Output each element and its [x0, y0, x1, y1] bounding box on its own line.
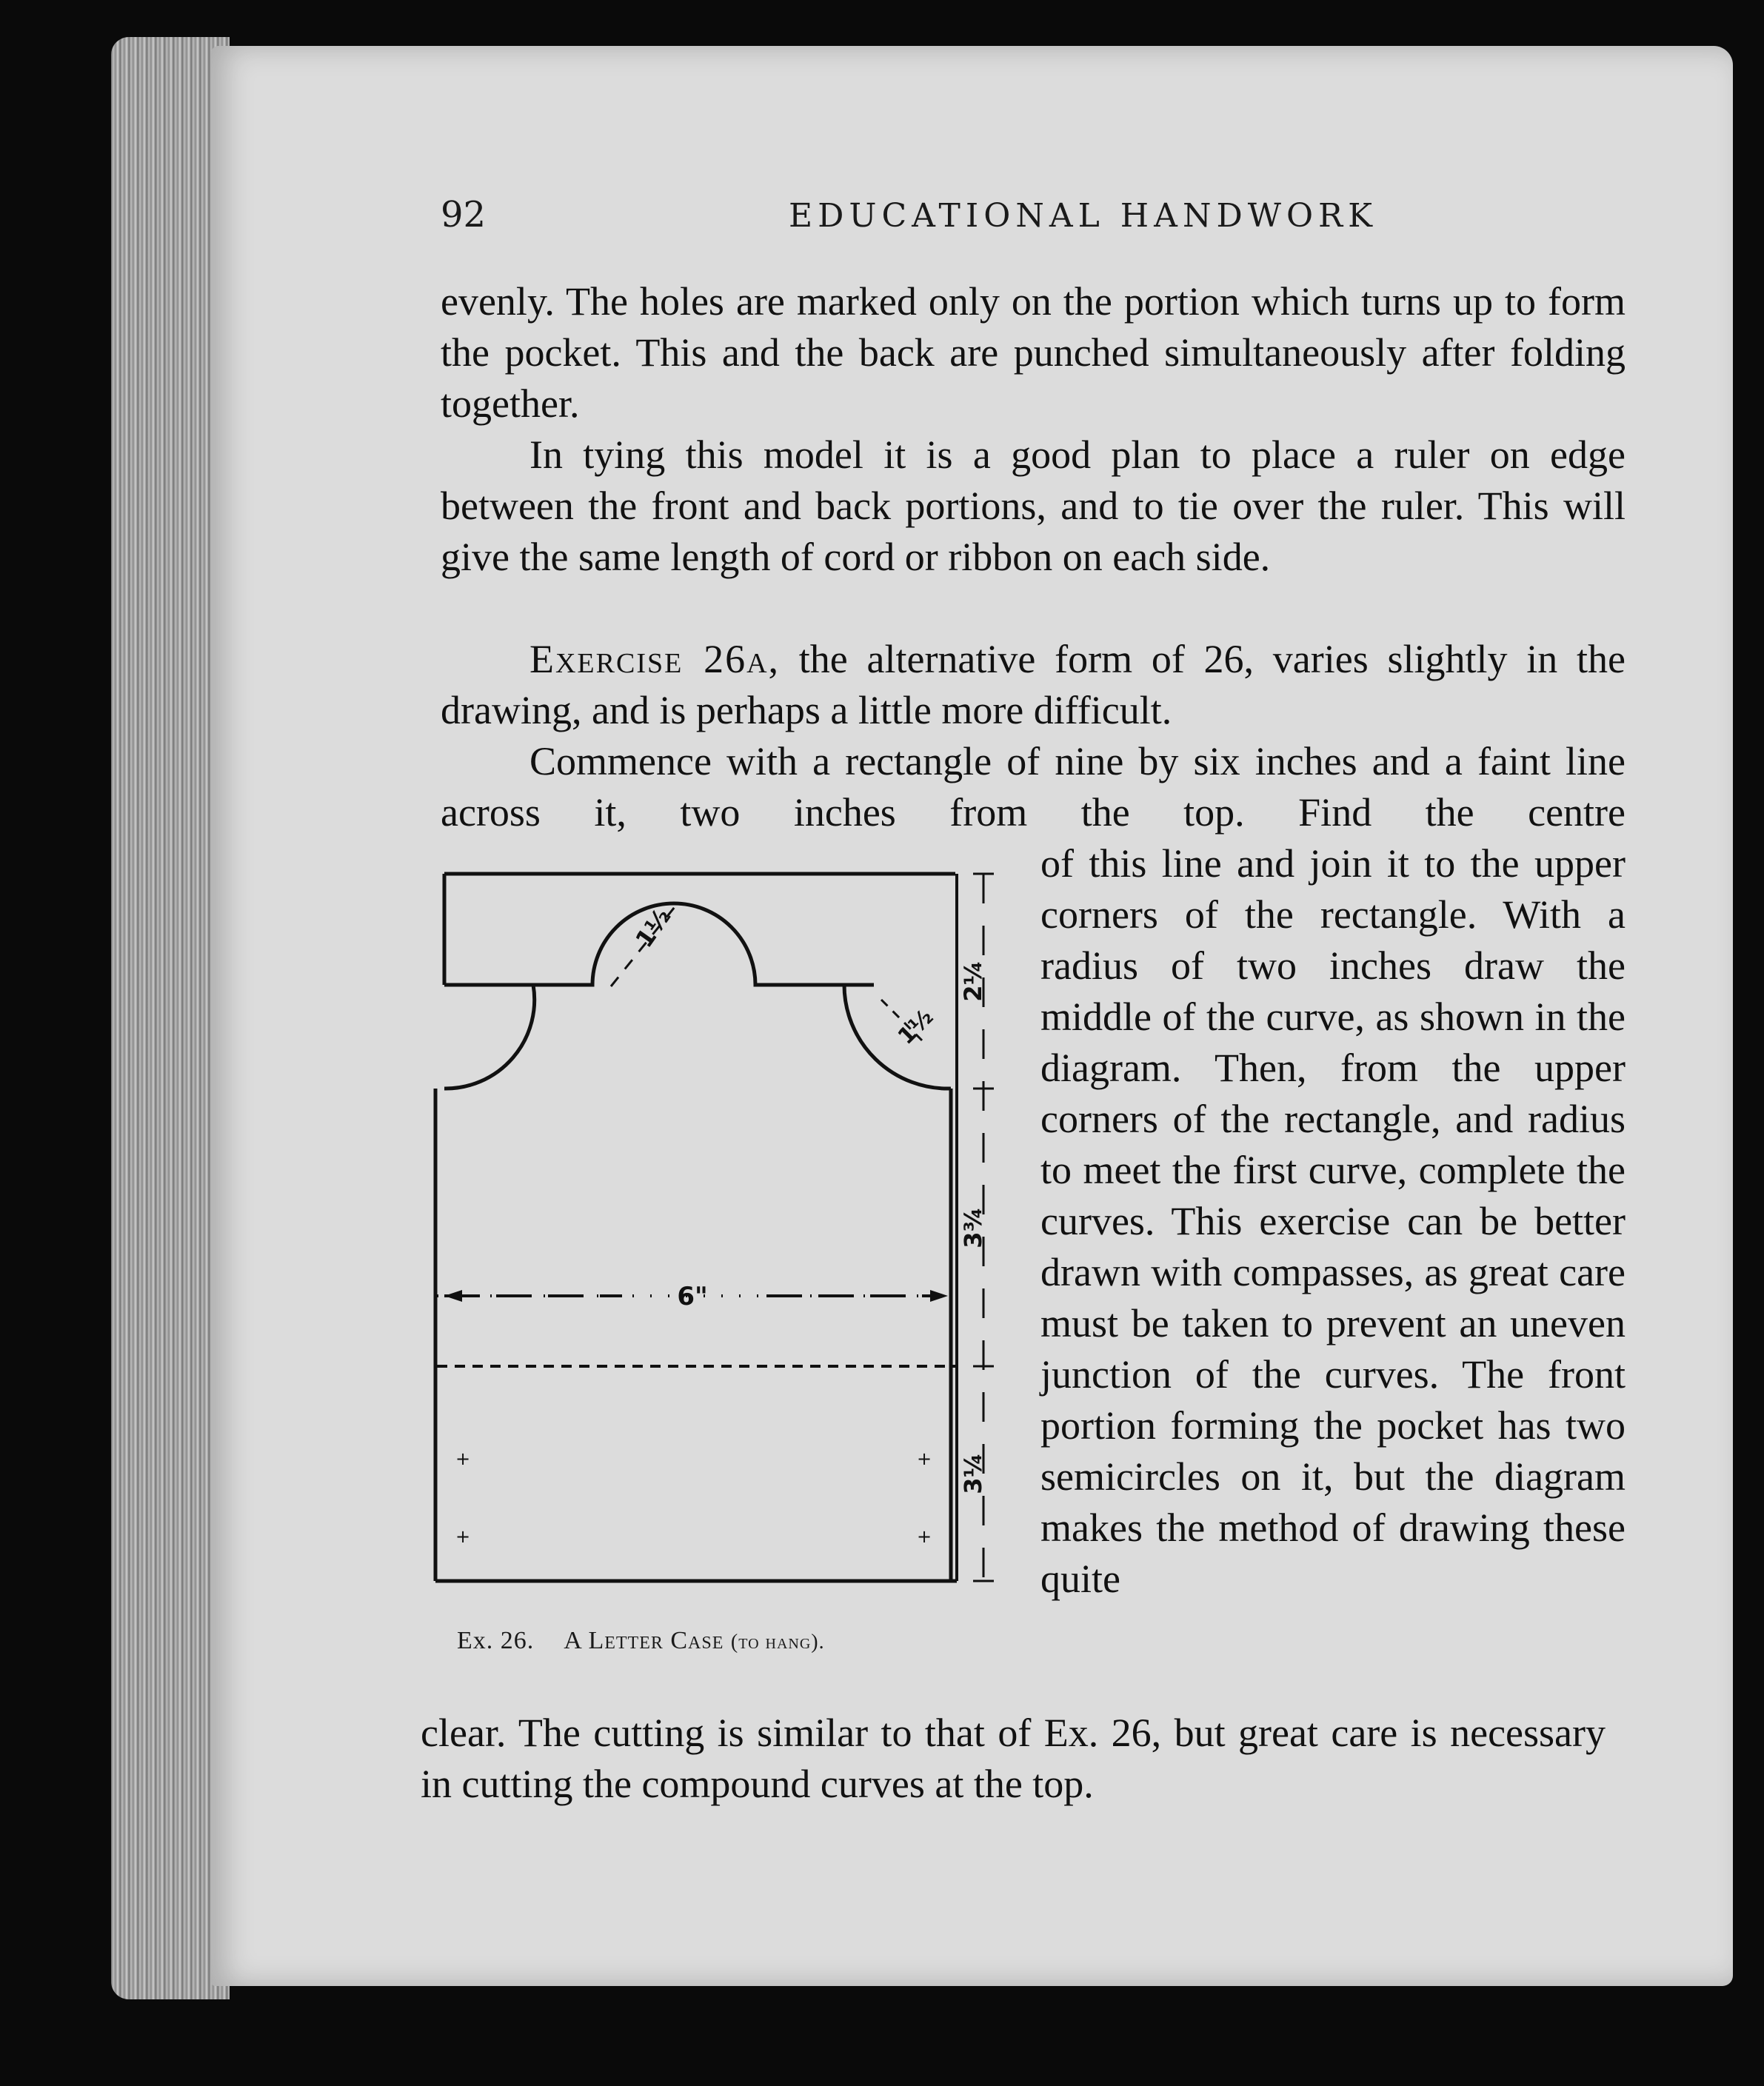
paragraph-3-rest: the alternative form of 26, varies slightly in the drawing, and is perhaps a little more difficult. — [441, 637, 1626, 732]
exercise-label: Exercise 26a, — [529, 637, 781, 681]
punch-hole-mark: + — [916, 1526, 932, 1547]
arrow-right — [930, 1290, 948, 1302]
paragraph-4-top-text: Commence with a rectangle of nine by six inches and a faint line across it, two inches from the top. Find the centre — [441, 739, 1626, 835]
caption-ex: Ex. 26. — [457, 1627, 535, 1654]
paragraph-2 — [441, 429, 1626, 583]
running-title: EDUCATIONAL HANDWORK — [789, 197, 1378, 235]
arrow-left — [444, 1290, 462, 1302]
punch-hole-mark: + — [455, 1448, 471, 1469]
radius-label-top: 1½ — [629, 903, 677, 953]
figure-caption — [457, 1627, 825, 1655]
dimension-label-3: 3¼ — [959, 1453, 987, 1494]
paragraph-4-side-text: of this line and join it to the upper corners of the rectangle. With a radius of two inches draw the middle of the curve, as shown in the diagram. Then, from the upper corners of the rectangle, and radius to meet the first curve, complete the curves. This exercise can be better drawn with compasses, as great care must be taken to prevent an uneven junction of the curves. The front portion forming the pocket has two semicircles on it, but the diagram makes the method of drawing these quite — [1040, 841, 1626, 1601]
paragraph-2-text: In tying this model it is a good plan to place a ruler on edge between the front and back portions, and to tie over the ruler. This will give the same length of cord or ribbon on each side. — [441, 432, 1626, 579]
left-quarter-curve — [444, 985, 535, 1089]
width-label: 6" — [677, 1282, 708, 1311]
dimension-label-1: 2¼ — [959, 960, 987, 1002]
caption-title: A Letter Case — [564, 1627, 724, 1654]
paragraph-4-end — [421, 1708, 1606, 1810]
paragraph-1 — [441, 276, 1626, 429]
punch-hole-mark: + — [916, 1448, 932, 1469]
paragraph-1-text: evenly. The holes are marked only on the portion which turns up to form the pocket. This and the back are punched simultaneously after folding together. — [441, 279, 1626, 426]
caption-note: (to hang). — [730, 1631, 825, 1654]
paragraph-3 — [441, 634, 1626, 736]
paragraph-3-text — [441, 634, 1626, 736]
dimension-label-2: 3¾ — [959, 1207, 987, 1248]
page-number: 92 — [441, 194, 487, 235]
punch-hole-mark: + — [455, 1526, 471, 1547]
paragraph-4-top — [441, 736, 1626, 838]
paragraph-4-side — [1040, 838, 1626, 1605]
letter-case-diagram — [430, 859, 1015, 1614]
paragraph-4-end-text: clear. The cutting is similar to that of Ex. 26, but great care is necessary in cutting the compound curves at the top. — [421, 1711, 1606, 1806]
radius-label-side: 1½ — [892, 1004, 939, 1050]
